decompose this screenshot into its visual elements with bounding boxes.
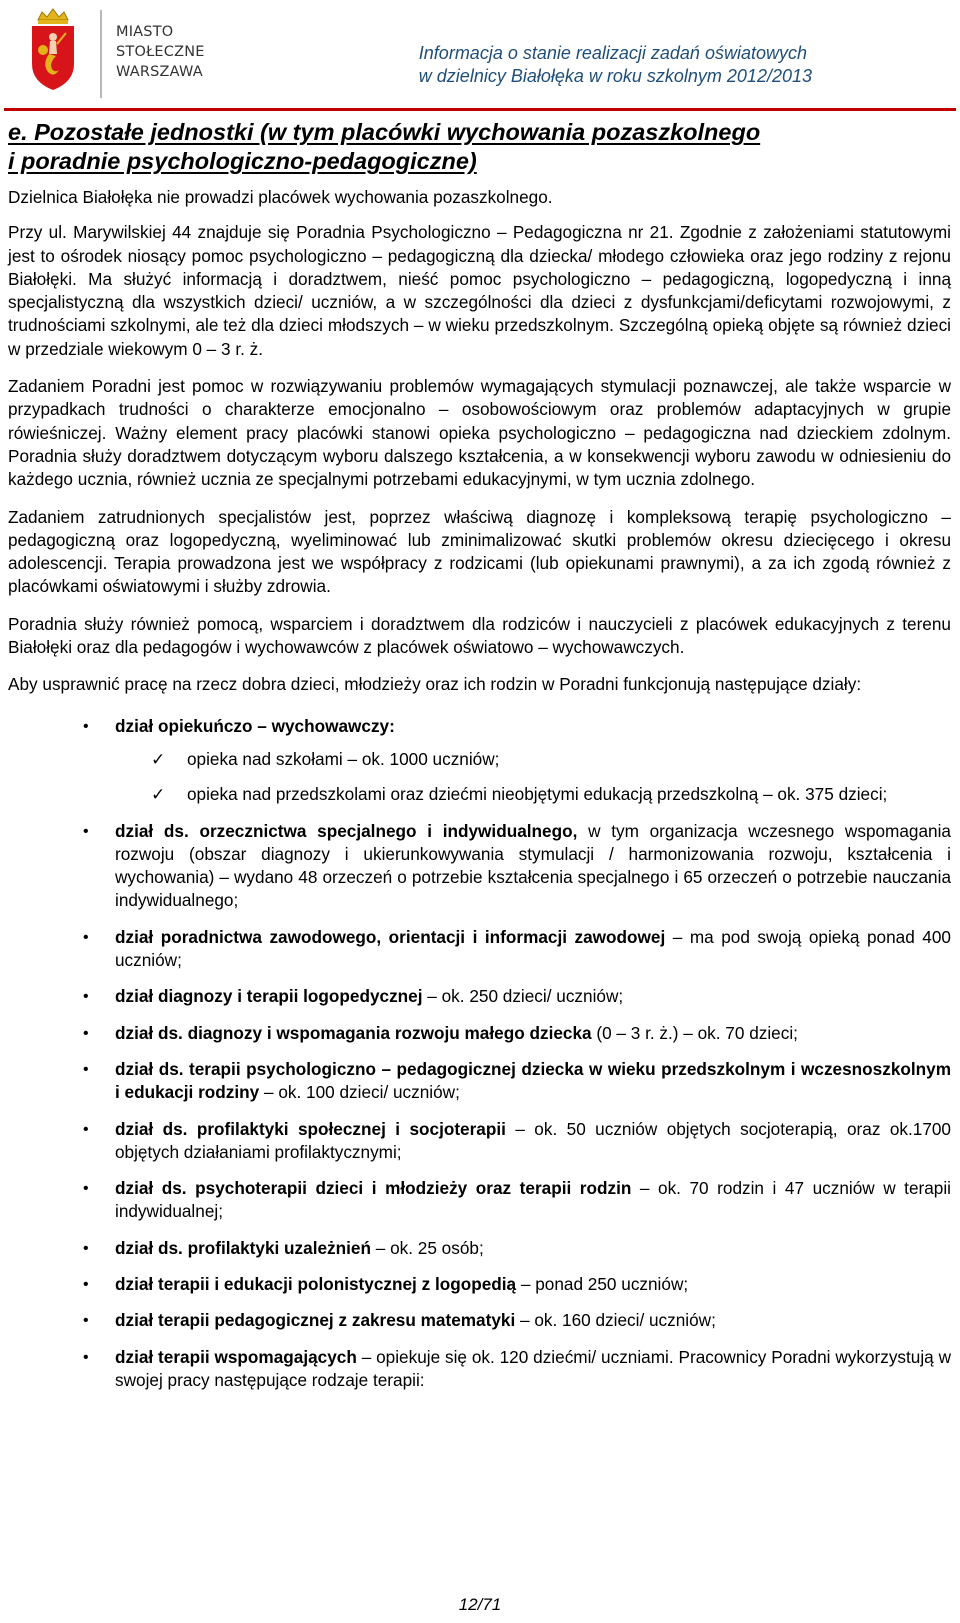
bullet-icon: • xyxy=(83,1312,89,1330)
bullet-icon: • xyxy=(83,1060,89,1078)
bullet-icon: • xyxy=(83,1275,89,1293)
department-name: dział opiekuńczo – wychowawczy: xyxy=(115,715,395,736)
list-item xyxy=(8,1309,951,1332)
paragraph: Aby usprawnić pracę na rzecz dobra dzieci, młodzieży oraz ich rodzin w Poradni funkcjonują następujące działy: xyxy=(8,674,862,695)
department-detail: – ok. 25 osób; xyxy=(370,1237,484,1258)
list-item xyxy=(8,715,951,807)
bullet-icon: • xyxy=(83,1180,89,1198)
department-name: dział terapii pedagogicznej z zakresu matematyki xyxy=(115,1310,516,1331)
department-name: dział terapii wspomagających xyxy=(115,1346,357,1367)
department-name: dział poradnictwa zawodowego, orientacji i informacji zawodowej xyxy=(115,926,666,947)
department-name: dział ds. psychoterapii dzieci i młodzieży oraz terapii rodzin xyxy=(115,1178,632,1199)
department-detail: – ok. 50 uczniów objętych socjoterapią, oraz ok.1700 objętych działaniami profilaktycznymi; xyxy=(115,1118,951,1162)
care-item-text: opieka nad przedszkolami oraz dziećmi nieobjętymi edukacją przedszkolną – ok. 375 dzieci; xyxy=(187,784,888,805)
warsaw-coat-of-arms-icon xyxy=(28,6,78,92)
department-detail: (0 – 3 r. ż.) – ok. 70 dzieci; xyxy=(591,1022,798,1043)
city-name xyxy=(116,22,205,82)
department-detail: – ok. 250 dzieci/ uczniów; xyxy=(422,986,624,1007)
list-item xyxy=(8,1346,951,1393)
list-item xyxy=(8,926,951,973)
department-detail: – opiekuje się ok. 120 dziećmi/ uczniami. Pracownicy Poradni wykorzystują w swojej pracy następujące rodzaje terapii: xyxy=(115,1346,951,1390)
department-name: dział ds. profilaktyki uzależnień xyxy=(115,1237,371,1258)
department-detail: – ok. 100 dzieci/ uczniów; xyxy=(259,1082,460,1103)
bullet-icon: • xyxy=(83,928,89,946)
list-item xyxy=(8,820,951,913)
care-item-text: opieka nad szkołami – ok. 1000 uczniów; xyxy=(187,748,500,769)
department-name: dział ds. terapii psychologiczno – pedagogicznej dziecka w wieku przedszkolnym i wczesnoszkolnym i edukacji rodziny xyxy=(115,1058,951,1103)
bullet-icon: • xyxy=(83,822,89,840)
section-heading-line: i poradnie psychologiczno-pedagogiczne) xyxy=(8,148,477,174)
list-item xyxy=(8,1022,951,1045)
bullet-icon: • xyxy=(83,988,89,1006)
bullet-icon: • xyxy=(83,1348,89,1366)
department-detail: w tym organizacja wczesnego wspomagania rozwoju (obszar diagnozy i ukierunkowywania stymulacji / harmonizowania rozwoju, kształcenia i wychowania) – wydano 48 orzeczeń o potrzebie kształcenia specjalnego i 65 orzeczeń o potrzebie nauczania indywidualnego; xyxy=(115,820,951,911)
list-item xyxy=(115,748,951,771)
list-item xyxy=(8,1273,951,1296)
department-name: dział terapii i edukacji polonistycznej z logopedią xyxy=(115,1273,517,1294)
city-line: STOŁECZNE xyxy=(116,44,205,60)
paragraph: Zadaniem Poradni jest pomoc w rozwiązywaniu problemów wymagających stymulacji poznawczej, ale także wsparcie w przypadkach trudności o charakterze emocjonalno – osobowościowym oraz problemów adaptacyjnych w grupie rówieśniczej. Ważny element pracy placówki stanowi opieka psychologiczno – pedagogiczna nad dzieckiem zdolnym. Poradnia służy doradztwem dotyczącym wyboru dalszego kształcenia, a w konsekwencji wyboru zawodu w odniesieniu do każdego ucznia, również ucznia ze specjalnymi potrzebami edukacyjnymi, w tym ucznia zdolnego. xyxy=(8,376,951,490)
list-item xyxy=(8,1177,951,1224)
department-detail: – ok. 160 dzieci/ uczniów; xyxy=(515,1310,716,1331)
list-item xyxy=(8,1237,951,1260)
bullet-icon: • xyxy=(83,1239,89,1257)
header-rule xyxy=(4,108,956,111)
list-item xyxy=(8,1118,951,1165)
bullet-icon: • xyxy=(83,1120,89,1138)
bullet-icon: • xyxy=(83,717,89,735)
section-heading xyxy=(8,118,951,176)
section-heading-line: e. Pozostałe jednostki (w tym placówki wychowania pozaszkolnego xyxy=(8,119,761,145)
departments-list xyxy=(8,715,951,1393)
document-body xyxy=(8,118,951,1405)
list-item xyxy=(115,783,951,806)
document-title-line: Informacja o stanie realizacji zadań oświatowych xyxy=(418,43,807,63)
department-detail: – ok. 70 rodzin i 47 uczniów w terapii indywidualnej; xyxy=(115,1178,951,1222)
city-line: WARSZAWA xyxy=(116,64,203,80)
list-item xyxy=(8,1058,951,1105)
department-name: dział diagnozy i terapii logopedycznej xyxy=(115,986,423,1007)
page-number: 12/71 xyxy=(458,1595,502,1614)
department-name: dział ds. diagnozy i wspomagania rozwoju małego dziecka xyxy=(115,1022,592,1043)
paragraph: Zadaniem zatrudnionych specjalistów jest, poprzez właściwą diagnozę i kompleksową terapię psychologiczno – pedagogiczną oraz logopedyczną, wyeliminować lub zminimalizować skutki problemów okresu dziecięcego i okresu adolescencji. Terapia prowadzona jest we współpracy z rodzicami (lub opiekunami prawnymi), a za ich zgodą również z placówkami oświatowymi i służby zdrowia. xyxy=(8,506,951,597)
bullet-icon: • xyxy=(83,1024,89,1042)
department-name: dział ds. profilaktyki społecznej i socjoterapii xyxy=(115,1118,506,1139)
paragraph: Poradnia służy również pomocą, wsparciem i doradztwem dla rodziców i nauczycieli z placówek edukacyjnych z terenu Białołęki oraz dla pedagogów i wychowawców z placówek oświatowo – wychowawczych. xyxy=(8,613,951,658)
paragraph: Dzielnica Białołęka nie prowadzi placówek wychowania pozaszkolnego. xyxy=(8,187,553,207)
document-title xyxy=(419,42,812,88)
department-detail: – ma pod swoją opieką ponad 400 uczniów; xyxy=(115,926,951,971)
department-name: dział ds. orzecznictwa specjalnego i indywidualnego, xyxy=(115,820,578,841)
header-divider xyxy=(100,10,102,98)
list-item xyxy=(8,985,951,1008)
checkmark-icon: ✓ xyxy=(151,749,166,769)
care-sublist xyxy=(115,748,951,807)
department-detail: – ponad 250 uczniów; xyxy=(516,1273,689,1294)
paragraph: Przy ul. Marywilskiej 44 znajduje się Poradnia Psychologiczno – Pedagogiczna nr 21. Zgodnie z założeniami statutowymi jest to ośrodek niosący pomoc psychologiczno – pedagogiczną dla dziecka/ młodego człowieka oraz jego rodziny z rejonu Białołęki. Ma służyć informacją i doradztwem, nieść pomoc psychologiczno – pedagogiczną, logopedyczną i inną specjalistyczną dla wszystkich dzieci/ uczniów, a w szczególności dla dzieci z dysfunkcjami/deficytami rozwojowymi, z trudnościami szkolnymi, ale też dla dzieci młodszych – w wieku przedszkolnym. Szczególną opieką objęte są również dzieci w przedziale wiekowym 0 – 3 r. ż. xyxy=(8,222,951,359)
checkmark-icon: ✓ xyxy=(151,785,166,805)
document-title-line: w dzielnicy Białołęka w roku szkolnym 2012/2013 xyxy=(418,66,812,86)
city-line: MIASTO xyxy=(116,24,174,40)
